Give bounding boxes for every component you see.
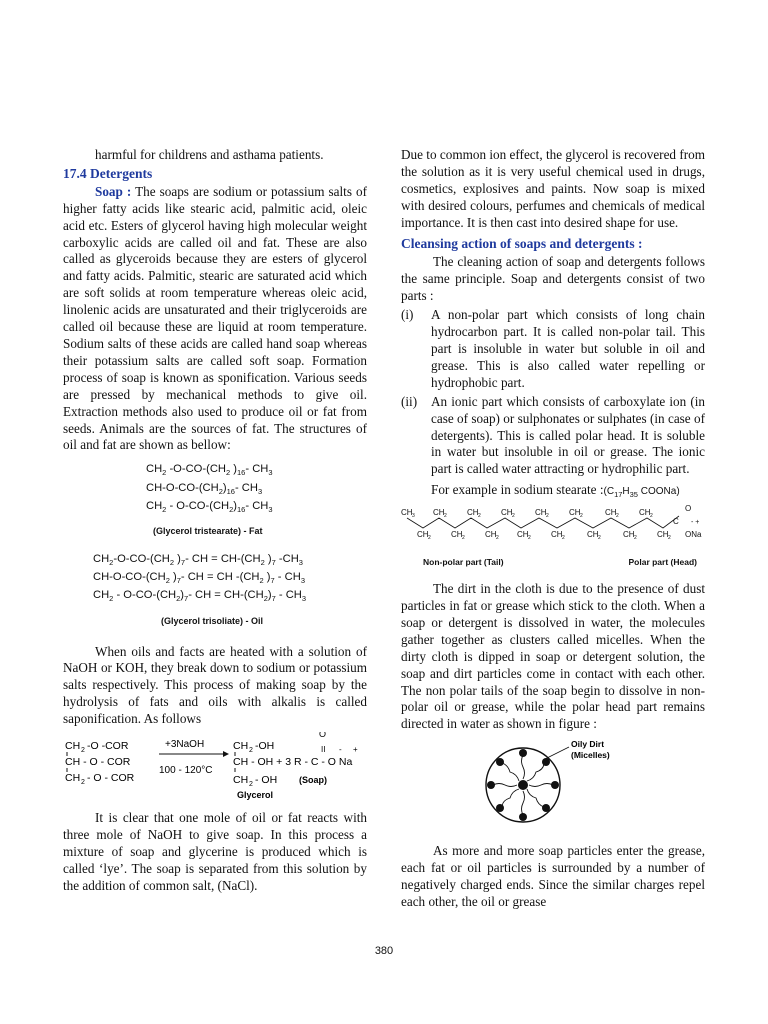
temperature-label: 100 - 120°C	[159, 765, 213, 777]
svg-text:CH: CH	[485, 530, 497, 540]
micelle-paragraph: The dirt in the cloth is due to the presence of dust particles in fat or grease which stick to the cloth. When a soap or detergent is dissolved in water, the molecules gather together as clusters called micelles. When the dirty cloth is dipped in soap or detergent solution, the soap and dirt particles come in contact with each other. The non polar tails of the soap begin to dissolve in non-polar oil or grease, while the polar head part remains directed in water as shown in figure :	[401, 581, 705, 732]
micelles-label: (Micelles)	[571, 750, 610, 761]
svg-text:CH: CH	[233, 740, 249, 753]
svg-text:2: 2	[249, 781, 253, 789]
svg-text:2: 2	[562, 535, 565, 542]
svg-text:CH: CH	[501, 508, 513, 518]
svg-text:CH: CH	[623, 530, 635, 540]
saponification-paragraph: When oils and facts are heated with a solution of NaOH or KOH, they break down to sodium or potassium salts respectively. This process of making soap by the hydrolysis of fats and oils with alkalis is called saponification. As follows	[63, 643, 367, 727]
svg-text:CH: CH	[467, 508, 479, 518]
micelle-figure	[401, 739, 705, 825]
svg-text:2: 2	[580, 513, 583, 520]
svg-text:CH: CH	[517, 530, 529, 540]
right-column	[401, 147, 705, 911]
svg-text:CH: CH	[65, 740, 81, 753]
paragraph: The cleaning action of soap and detergents follows the same principle. Soap and detergents consist of two parts :	[401, 254, 705, 304]
svg-text:II: II	[321, 745, 326, 755]
tail-label: Non-polar part (Tail)	[423, 557, 504, 568]
svg-text:2: 2	[444, 513, 447, 520]
svg-text:-OH: -OH	[255, 740, 275, 753]
svg-text:CH: CH	[451, 530, 463, 540]
svg-text:2: 2	[478, 513, 481, 520]
soap-label: Soap :	[95, 183, 132, 199]
svg-text:-: -	[339, 745, 342, 755]
svg-text:2: 2	[616, 513, 619, 520]
svg-text:- OH: - OH	[255, 774, 278, 787]
svg-text:+: +	[353, 745, 358, 755]
svg-text:2: 2	[428, 535, 431, 542]
svg-text:2: 2	[668, 535, 671, 542]
reagent-label: +3NaOH	[165, 739, 205, 751]
svg-text:2: 2	[528, 535, 531, 542]
svg-text:CH: CH	[433, 508, 445, 518]
svg-text:3: 3	[412, 513, 415, 520]
list-item	[401, 394, 705, 479]
paragraph: Due to common ion effect, the glycerol is recovered from the solution as it is very useful chemical used in drugs, cosmetics, explosives and paints. Now soap is mixed with desired colours, perfumes and chemicals of medical importance. It is then cast into desired shape for use.	[401, 147, 705, 230]
page-number: 380	[374, 945, 394, 957]
saponification-reaction	[63, 732, 367, 802]
svg-text:CH: CH	[605, 508, 617, 518]
svg-text:O: O	[319, 732, 327, 740]
section-heading: Cleansing action of soaps and detergents :	[401, 235, 643, 251]
svg-text:CH: CH	[417, 530, 429, 540]
svg-text:2: 2	[496, 535, 499, 542]
oily-dirt-label: Oily Dirt	[571, 739, 605, 750]
svg-text:2: 2	[462, 535, 465, 542]
svg-text:CH: CH	[639, 508, 651, 518]
chain-labels	[423, 554, 697, 571]
svg-text:CH - O - COR: CH - O - COR	[65, 756, 131, 769]
micelle-diagram	[401, 739, 705, 825]
svg-text:CH: CH	[401, 508, 413, 518]
svg-text:CH: CH	[657, 530, 669, 540]
paragraph: harmful for childrens and asthama patients.	[95, 147, 324, 162]
example-line: For example in sodium stearate $:(C_{17}H_{35}$ COONa)	[431, 482, 680, 500]
svg-text:2: 2	[650, 513, 653, 520]
list-item	[401, 307, 705, 392]
svg-text:-O -COR: -O -COR	[87, 740, 129, 753]
svg-text:2: 2	[512, 513, 515, 520]
svg-text:CH: CH	[587, 530, 599, 540]
paragraph: As more and more soap particles enter the grease, each fat or oil particles is surrounded by a number of negatively charged ends. Since the similar charges repel each other, the oil or grease	[401, 843, 705, 909]
svg-text:C: C	[673, 517, 679, 527]
svg-text:CH: CH	[233, 774, 249, 787]
fat-structure: $CH_2$ $-O-CO-(CH_2$ )$_{16}-$ $CH_3$ $CH-O-CO-(CH_2)_{16}-$ $CH_3$ $CH_2 - O-CO-(CH_2)_{16}-$ $CH_3$	[146, 463, 273, 515]
head-label: Polar part (Head)	[628, 557, 697, 568]
svg-text:2: 2	[546, 513, 549, 520]
svg-text:CH: CH	[569, 508, 581, 518]
svg-text:CH: CH	[535, 508, 547, 518]
sodium-stearate-chain	[401, 504, 705, 554]
svg-text:2: 2	[598, 535, 601, 542]
soap-label: (Soap)	[299, 775, 327, 786]
svg-text:- +: - +	[691, 519, 700, 527]
list-text: A non-polar part which consists of long chain hydrocarbon part. It is called non-polar tail. This part is insoluble in water but soluble in oil and grease. This is also called water repelling or hydrophobic part.	[431, 307, 705, 390]
svg-text:O: O	[685, 504, 692, 514]
svg-text:CH: CH	[65, 772, 81, 785]
list-text: An ionic part which consists of carboxylate ion (in case of soap) or sulphonates or sulphates (in case of detergents). This is called polar head. It is soluble in water but insoluble in oil or grease. The ionic part is called water attracting or hydrophilic part.	[431, 393, 705, 477]
svg-text:ONa: ONa	[685, 530, 702, 540]
soap-text: The soaps are sodium or potassium salts of higher fatty acids like stearic acid, palmitic acid, oleic acid etc. Esters of glycerol having high molecular weight carboxylic acids are called oil and fat. These are also called as glyceroids because they are esters of glycerol and fatty acids. Palmitic, stearic are saturated acid which are soft solids at room temperature whereas oleic acid, linolenic acids are unsaturated and their triglyceroids are called oil because these are liquid at room temperature. Sodium salts of these acids are called hand soap whereas their potassium salts are called soft soap. Formation process of soap is known as sponification. Various seeds are pressed by mechanical methods to give oil. Extraction methods also used to produce oil or fat from seeds. Animals are the sources of fat. The structures of oil and fat are shown as bellow:	[63, 183, 368, 453]
soap-paragraph	[63, 184, 367, 455]
svg-text:2: 2	[81, 747, 85, 755]
glycerol-label: Glycerol	[237, 790, 274, 801]
svg-text:2: 2	[634, 535, 637, 542]
svg-text:CH - OH + 3 R - C - O Na: CH - OH + 3 R - C - O Na	[233, 756, 353, 769]
oil-structure: $CH_2-O-CO-(CH_2$ )$_7-$ CH = $CH-(CH_2$ )$_7$ $-CH_3$ $CH-O-CO-(CH_2$ )$_7-$ CH = CH $-(CH_2$ )$_7 - CH_3$ $CH_2 - O-CO-(CH_2)_7-$ CH = $CH-(CH_2)_7 - CH_3$	[93, 552, 307, 604]
svg-text:2: 2	[81, 779, 85, 787]
left-column	[63, 147, 367, 895]
oil-caption: (Glycerol trisoliate) - Oil	[161, 615, 264, 626]
fat-caption: (Glycerol tristearate) - Fat	[153, 526, 263, 537]
list-number: (ii)	[401, 393, 418, 409]
list-number: (i)	[401, 307, 414, 323]
svg-text:- O - COR: - O - COR	[87, 772, 135, 785]
lye-paragraph: It is clear that one mole of oil or fat reacts with three mole of NaOH to give soap. In this process a mixture of soap and glycerine is produced which is called ‘lye’. The soap is separated from this solution by the addition of common salt, (NaCl).	[63, 810, 367, 893]
svg-text:CH: CH	[551, 530, 563, 540]
svg-text:2: 2	[249, 747, 253, 755]
section-title: 17.4 Detergents	[63, 165, 153, 181]
